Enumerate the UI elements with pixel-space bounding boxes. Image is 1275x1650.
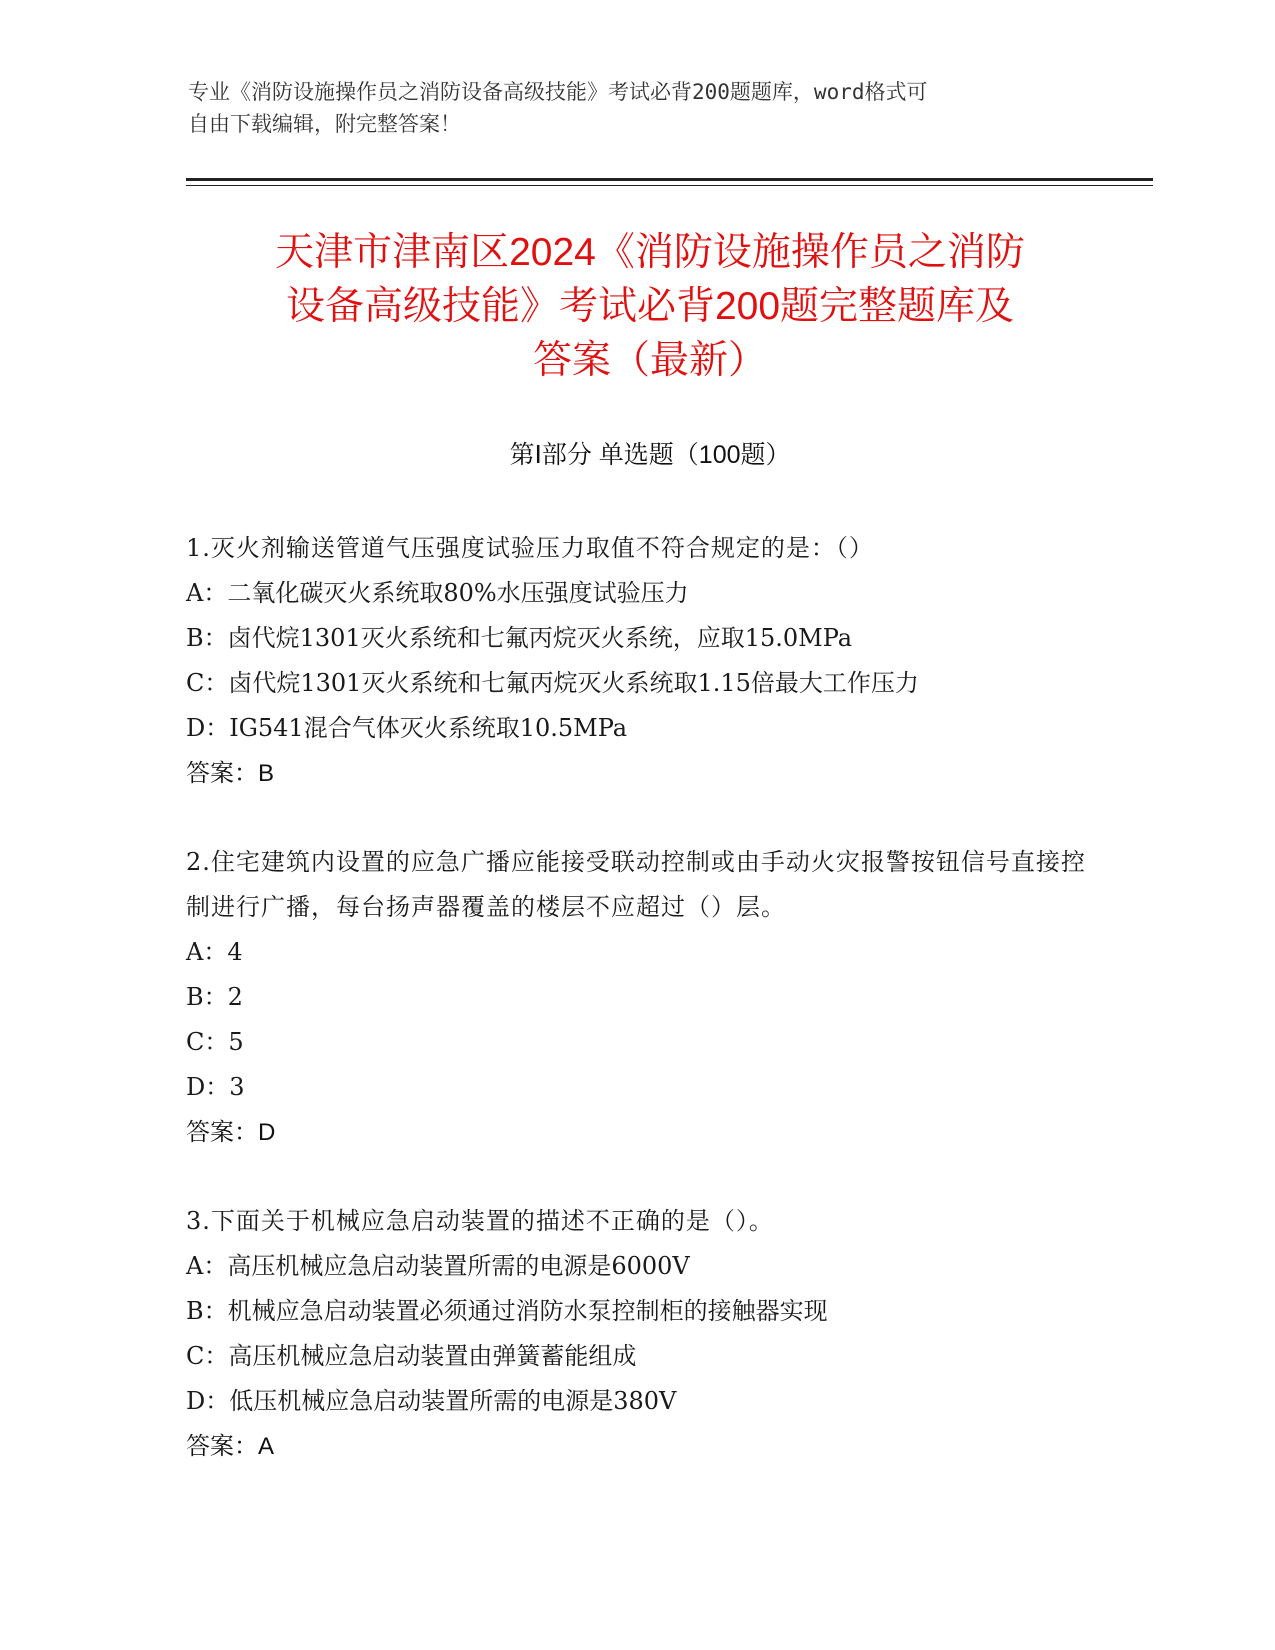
title-line-2: 设备高级技能》考试必背200题完整题库及 [285, 285, 1015, 328]
question-3 [186, 1199, 1086, 1469]
option-c: C：卤代烷1301灭火系统和七氟丙烷灭火系统取1.15倍最大工作压力 [186, 669, 919, 697]
title-line-1: 天津市津南区2024《消防设施操作员之消防 [275, 231, 1025, 274]
option-d: D：3 [186, 1073, 245, 1101]
answer: 答案：A [186, 1433, 275, 1460]
question-stem: 1.灭火剂输送管道气压强度试验压力取值不符合规定的是：（） [186, 534, 874, 562]
answer: 答案：B [186, 760, 275, 787]
question-1 [186, 526, 1086, 796]
option-c: C：5 [186, 1028, 244, 1056]
option-d: D：低压机械应急启动装置所需的电源是380V [186, 1387, 677, 1415]
question-list [186, 526, 1086, 1513]
option-c: C：高压机械应急启动装置由弹簧蓄能组成 [186, 1342, 637, 1370]
option-a: A：二氧化碳灭火系统取80%水压强度试验压力 [186, 579, 689, 607]
question-stem: 3.下面关于机械应急启动装置的描述不正确的是（）。 [186, 1207, 774, 1235]
header-rule-thick [186, 178, 1153, 181]
question-2 [186, 840, 1086, 1155]
title-line-3: 答案（最新） [532, 339, 767, 382]
option-a: A：4 [186, 938, 243, 966]
option-a: A：高压机械应急启动装置所需的电源是6000V [186, 1252, 690, 1280]
section-title: 第Ⅰ部分 单选题（100题） [509, 441, 791, 469]
answer: 答案：D [186, 1119, 276, 1146]
question-stem: 2.住宅建筑内设置的应急广播应能接受联动控制或由手动火灾报警按钮信号直接控制进行广播，每台扬声器覆盖的楼层不应超过（）层。 [186, 848, 1086, 921]
option-b: B：2 [186, 983, 243, 1011]
header-rule-thin [186, 185, 1153, 186]
option-b: B：机械应急启动装置必须通过消防水泵控制柜的接触器实现 [186, 1297, 828, 1325]
option-b: B：卤代烷1301灭火系统和七氟丙烷灭火系统，应取15.0MPa [186, 624, 853, 652]
document-title [150, 226, 1150, 388]
header-note: 专业《消防设施操作员之消防设备高级技能》考试必背200题题库，word格式可 自由下载编辑，附完整答案！ [188, 80, 928, 136]
option-d: D：IG541混合气体灭火系统取10.5MPa [186, 714, 628, 742]
